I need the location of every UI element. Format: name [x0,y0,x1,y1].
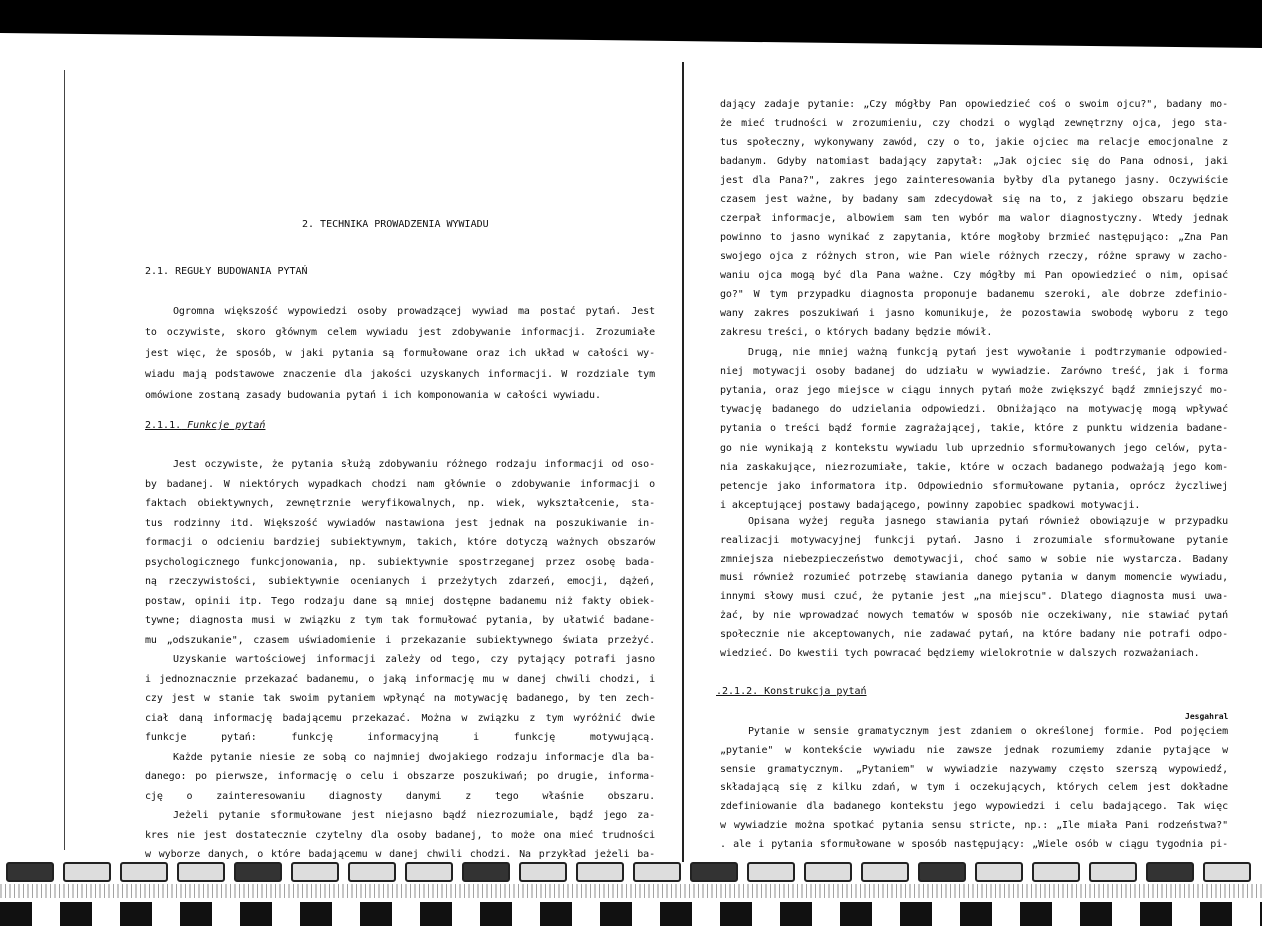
text-line: go nie wynikają z kontekstu wywiadu lub uprzednio sformułowanych jego celów, pyta- [720,442,1228,454]
text-line: musi również rozumieć potrzebę stawiania danego pytania w danym momencie wywiadu, [720,572,1228,584]
text-line: zdefiniowanie dla badanego kontekstu jego wypowiedzi i celu badającego. Tak więc [720,801,1228,813]
text-line: innymi słowy musi czuć, że pytanie jest „na miejscu". Dlatego diagnosta musi uwa- [720,591,1228,603]
text-line: mu „odszukanie", czasem uświadomienie i przekazanie subiektywnego świata przeżyć. [145,634,655,646]
text-line: Każde pytanie niesie ze sobą co najmniej dwojakiego rodzaju informacje dla ba- [173,751,655,763]
scan-margin-line [64,70,65,850]
text-line: swojego ojca z różnych stron, wie Pan wiele różnych rzeczy, różne sprawy w zacho- [720,251,1228,262]
text-line: tywne; diagnosta musi w związku z tym tak formułować pytania, by ułatwić badane- [145,615,655,626]
film-frame [747,862,795,882]
film-sprocket-hole [960,902,992,926]
text-line: żać, by nie wprowadzać nowych tematów w sposób nie oczekiwany, nie stawiać pytań [720,610,1228,621]
page-gutter-line [682,62,684,862]
text-line: Jeżeli pytanie sformułowane jest niejasno bądź niezrozumiale, bądź jego za- [173,810,655,821]
film-frame [861,862,909,882]
text-line: . ale i pytania sformułowane w sposób następujący: „Wiele osób w ciągu tygodnia pi- [720,838,1228,850]
chapter-title: 2. TECHNIKA PROWADZENIA WYWIADU [302,219,489,230]
text-line: jest więc, że sposób, w jaki pytania są formułowane oraz ich układ w całości wy- [145,348,655,359]
text-line: składającą się z kilku zdań, w tym i oczekujących, których celem jest dokładne [720,782,1228,794]
film-sprocket-hole [480,902,512,926]
section-title: 2.1. REGUŁY BUDOWANIA PYTAŃ [145,266,308,277]
margin-handwritten-note: Jesgahral [1185,712,1229,721]
text-line: kres nie jest dostatecznie czytelny dla osoby badanej, to może ona mieć trudności [145,829,655,841]
text-line: pytania o treści bądź formie zagrażającej, takie, które z punktu widzenia badane- [720,423,1228,435]
film-frame [120,862,168,882]
text-line: Opisana wyżej reguła jasnego stawiania pytań również obowiązuje w przypadku [748,516,1228,527]
text-line: sensie gramatycznym. „Pytaniem" w wywiadzie nazywamy często szerszą wypowiedź, [720,763,1228,775]
text-line: badanym. Gdyby natomiast badający zapytał: „Jak ojciec się do Pana odnosi, jaki [720,156,1228,167]
text-line: czasem jest ważne, by badany sam zdecydował się na to, z jakiego obszaru będzie [720,194,1228,205]
text-line: Ogromna większość wypowiedzi osoby prowadzącej wywiad ma postać pytań. Jest [173,306,655,317]
film-frame [177,862,225,882]
subsection-heading-functions [145,420,265,431]
subsection-title: Funkcje pytań [187,420,266,431]
film-frame [1146,862,1194,882]
text-line: ną rzeczywistości, subiektywnie ocenianych i przeżytych zdarzeń, emocji, dążeń, [145,576,655,587]
text-line: i jednoznacznie przekazać badanemu, o jaką informację mu w danej chwili chodzi, i [145,673,655,685]
film-sprocket-hole [780,902,812,926]
text-line: niej motywacji osoby badanej do udziału w wywiadzie. Zarówno treść, jak i forma [720,366,1228,378]
film-frame [63,862,111,882]
film-frame [519,862,567,882]
text-line: „pytanie" w kontekście wywiadu nie zawsze jednak rozumiemy zdanie pytające w [720,744,1228,756]
text-line: psychologicznego funkcjonowania, np. subiektywnie spostrzeganej przez osobę bada- [145,556,655,568]
film-sprocket-hole [1140,902,1172,926]
scan-top-black-band [0,0,1262,50]
text-line: faktach obiektywnych, zewnętrznie weryfikowalnych, np. wiek, wykształcenie, sta- [145,498,655,509]
text-line: zmniejsza niebezpieczeństwo demotywacji, choć samo w sobie nie wystarcza. Badany [720,553,1228,565]
text-line: go?" W tym przypadku diagnosta proponuje badanemu szeroki, ale dobrze zdefinio- [720,289,1228,300]
text-line: w wywiadzie można spotkać pytania sensu stricte, np.: „Ile miała Pani rodzeństwa?" [720,820,1228,831]
text-line: funkcje pytań: funkcję informacyjną i funkcję motywującą. [145,732,655,743]
text-line: Pytanie w sensie gramatycznym jest zdaniem o określonej formie. Pod pojęciem [748,726,1228,737]
text-line: tywację badanego do udzielania odpowiedzi. Obniżająco na motywację mogą wpływać [720,404,1228,416]
text-line: wiedzieć. Do kwestii tych powracać będziemy wielokrotnie w dalszych rozważaniach. [720,647,1200,659]
text-line: omówione zostaną zasady budowania pytań i ich komponowania w całości wywiadu. [145,390,601,401]
film-sprocket-hole [120,902,152,926]
film-sprocket-hole [0,902,32,926]
text-line: czerpał informacje, albowiem sam ten wybór ma walor diagnostyczny. Wtedy jednak [720,213,1228,224]
film-sprocket-hole [60,902,92,926]
film-sprocket-hole [180,902,212,926]
film-frame [1203,862,1251,882]
film-sprocket-hole [720,902,752,926]
text-line: danego: po pierwsze, informację o celu i obszarze poszukiwań; po drugie, informa- [145,771,655,782]
film-sprocket-hole [840,902,872,926]
film-frame [576,862,624,882]
text-line: tus społeczny, wykonywany zawód, czy o to, jakie ojciec ma relacje emocjonalne z [720,137,1228,148]
film-frame [690,862,738,882]
film-sprocket-hole [660,902,692,926]
scan-noise [0,884,1262,898]
text-line: realizacji motywacyjnej funkcji pytań. Jasno i zrozumiale sformułowane pytanie [720,534,1228,546]
text-line: cję o zainteresowaniu diagnosty danymi z tego właśnie obszaru. [145,790,655,802]
film-frame [975,862,1023,882]
film-frame [462,862,510,882]
text-line: to oczywiste, skoro głównym celem wywiadu jest zdobywanie informacji. Zrozumiałe [145,327,655,338]
text-line: formacji o odcieniu bardziej subiektywnym, takich, które dotyczą ważnych obszarów [145,537,655,548]
film-sprocket-hole [540,902,572,926]
text-line: pytania, oraz jego miejsce w ciągu innych pytań może zwiększyć bądź zmniejszyć mo- [720,385,1228,397]
film-frame [633,862,681,882]
film-sprocket-hole [1200,902,1232,926]
text-line: zakresu treści, o których badany będzie mówił. [720,327,993,338]
text-line: w wyborze danych, o które badającemu w danej chwili chodzi. Na przykład jeżeli ba- [145,849,655,860]
film-frame [804,862,852,882]
film-frame [6,862,54,882]
film-sprocket-hole [900,902,932,926]
text-line: petencje jako informatora itp. Odpowiednio sformułowane pytania, oprócz życzliwej [720,480,1228,492]
text-line: społecznie nie akceptowanych, nie zadawać pytań, na które badany nie potrafi odpo- [720,628,1228,640]
text-line: wiadu mają podstawowe znaczenie dla jakości uzyskanych informacji. W rozdziale tym [145,369,655,380]
text-line: Uzyskanie wartościowej informacji zależy od tego, czy pytający potrafi jasno [173,654,655,665]
film-sprocket-hole [300,902,332,926]
text-line: że mieć trudności w zrozumieniu, czy chodzi o wygląd zewnętrzny ojca, jego sta- [720,118,1228,129]
film-sprocket-hole [360,902,392,926]
text-line: ciał daną informację badającemu przekazać. Można w związku z tym wyróżnić dwie [145,712,655,724]
film-frame [405,862,453,882]
film-sprocket-hole [1020,902,1052,926]
text-line: postaw, opinii itp. Tego rodzaju dane są mniej dostępne badanemu niż fakty obiek- [145,595,655,607]
text-line: waniu ojca mogą być dla Pana ważne. Czy mógłby mi Pan opowiedzieć o nim, opisać [720,270,1228,281]
text-line: i akceptującej postawy badającego, powinny zapobiec spadkowi motywacji. [720,499,1141,511]
film-frame [234,862,282,882]
text-line: Drugą, nie mniej ważną funkcją pytań jest wywołanie i podtrzymanie odpowied- [748,347,1228,358]
subsection-number: 2.1.1. [145,420,182,431]
film-frame [918,862,966,882]
text-line: Jest oczywiste, że pytania służą zdobywaniu różnego rodzaju informacji od oso- [173,459,655,470]
subsection-heading-construction: .2.1.2. Konstrukcja pytań [716,686,867,697]
text-line: czy jest w stanie tak swoim pytaniem wpłynąć na motywację badanego, by ten zech- [145,693,655,704]
text-line: tus rodzinny itd. Większość wywiadów nastawiona jest jednak na poszukiwanie in- [145,517,655,529]
film-frame [1089,862,1137,882]
film-sprocket-hole [1080,902,1112,926]
film-frame [1032,862,1080,882]
text-line: nia zaskakujące, niezrozumiałe, takie, które w oczach badanego podważają jego kom- [720,461,1228,473]
film-frame [348,862,396,882]
text-line: powinno to jasno wynikać z zapytania, które mogłoby brzmieć następująco: „Zna Pan [720,232,1228,243]
film-sprocket-hole [600,902,632,926]
text-line: wany zakres poszukiwań i jasno komunikuje, że pozostawia swobodę wyboru z tego [720,308,1228,319]
text-line: by badanej. W niektórych wypadkach chodzi nam głównie o zdobywanie informacji o [145,478,655,490]
film-sprocket-hole [420,902,452,926]
text-line: jest dla Pana?", zakres jego zainteresowania byłby dla pytanego jasny. Oczywiście [720,175,1228,186]
film-sprocket-hole [240,902,272,926]
film-frame [291,862,339,882]
text-line: dający zadaje pytanie: „Czy mógłby Pan opowiedzieć coś o swoim ojcu?", badany mo- [720,99,1228,110]
